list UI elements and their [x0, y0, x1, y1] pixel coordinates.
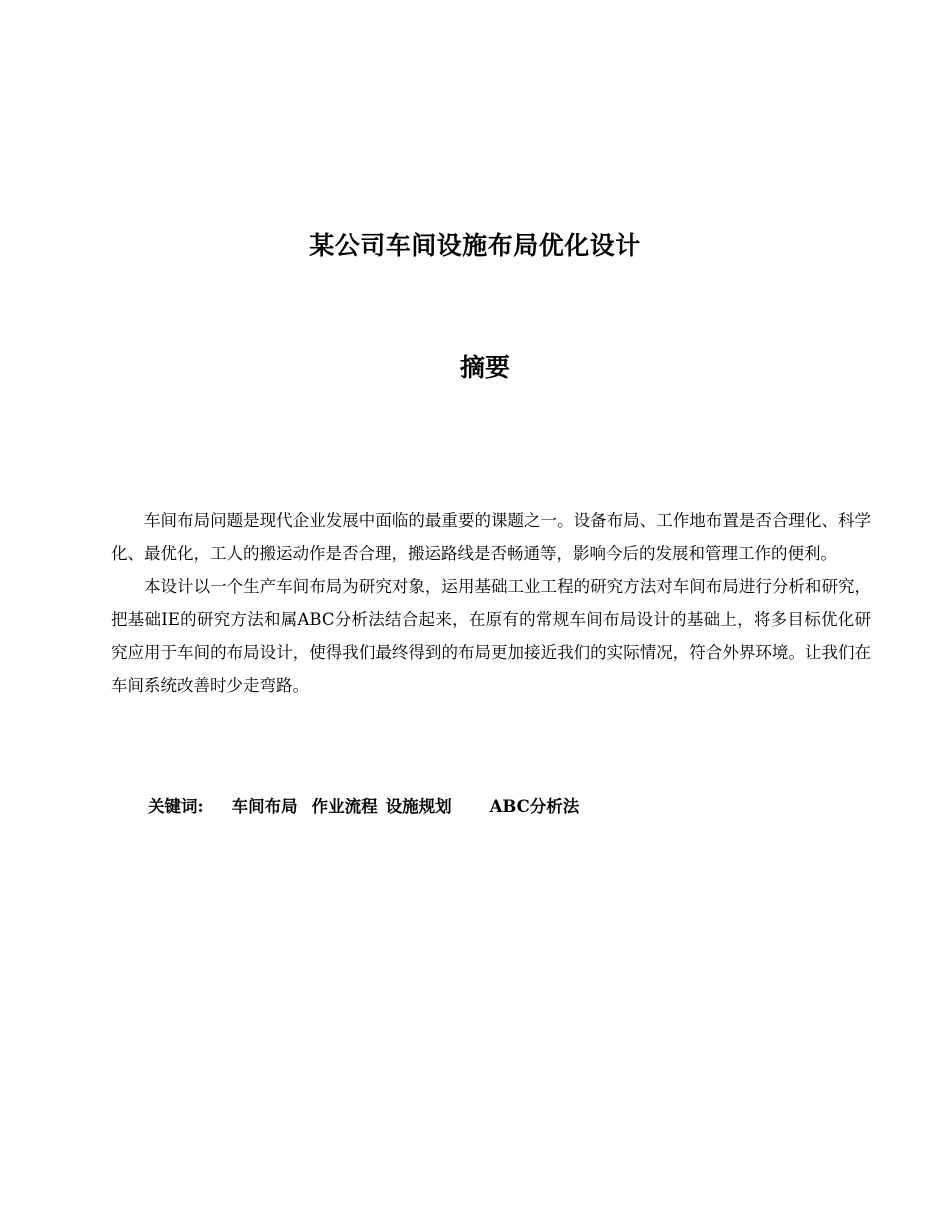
keyword: 设施规划 — [385, 797, 452, 816]
keyword: 车间布局 — [231, 797, 298, 816]
keyword: ABC分析法 — [489, 797, 580, 816]
abstract-heading: 摘要 — [459, 353, 510, 382]
abstract-paragraph: 车间布局问题是现代企业发展中面临的最重要的课题之一。设备布局、工作地布置是否合理化、科学化、最优化，工人的搬运动作是否合理，搬运路线是否畅通等，影响今后的发展和管理工作的便利。 — [111, 511, 871, 563]
abstract-paragraph: 本设计以一个生产车间布局为研究对象，运用基础工业工程的研究方法对车间布局进行分析和研究，把基础IE的研究方法和属ABC分析法结合起来，在原有的常规车间布局设计的基础上，将多目标优化研究应用于车间的布局设计，使得我们最终得到的布局更加接近我们的实际情况，符合外界环境。让我们在车间系统改善时少走弯路。 — [111, 577, 871, 695]
keyword: 作业流程 — [311, 797, 378, 816]
abstract-body — [111, 504, 871, 702]
keywords-line — [148, 790, 579, 823]
document-title: 某公司车间设施布局优化设计 — [309, 231, 641, 260]
keywords-label: 关键词: — [148, 797, 204, 816]
